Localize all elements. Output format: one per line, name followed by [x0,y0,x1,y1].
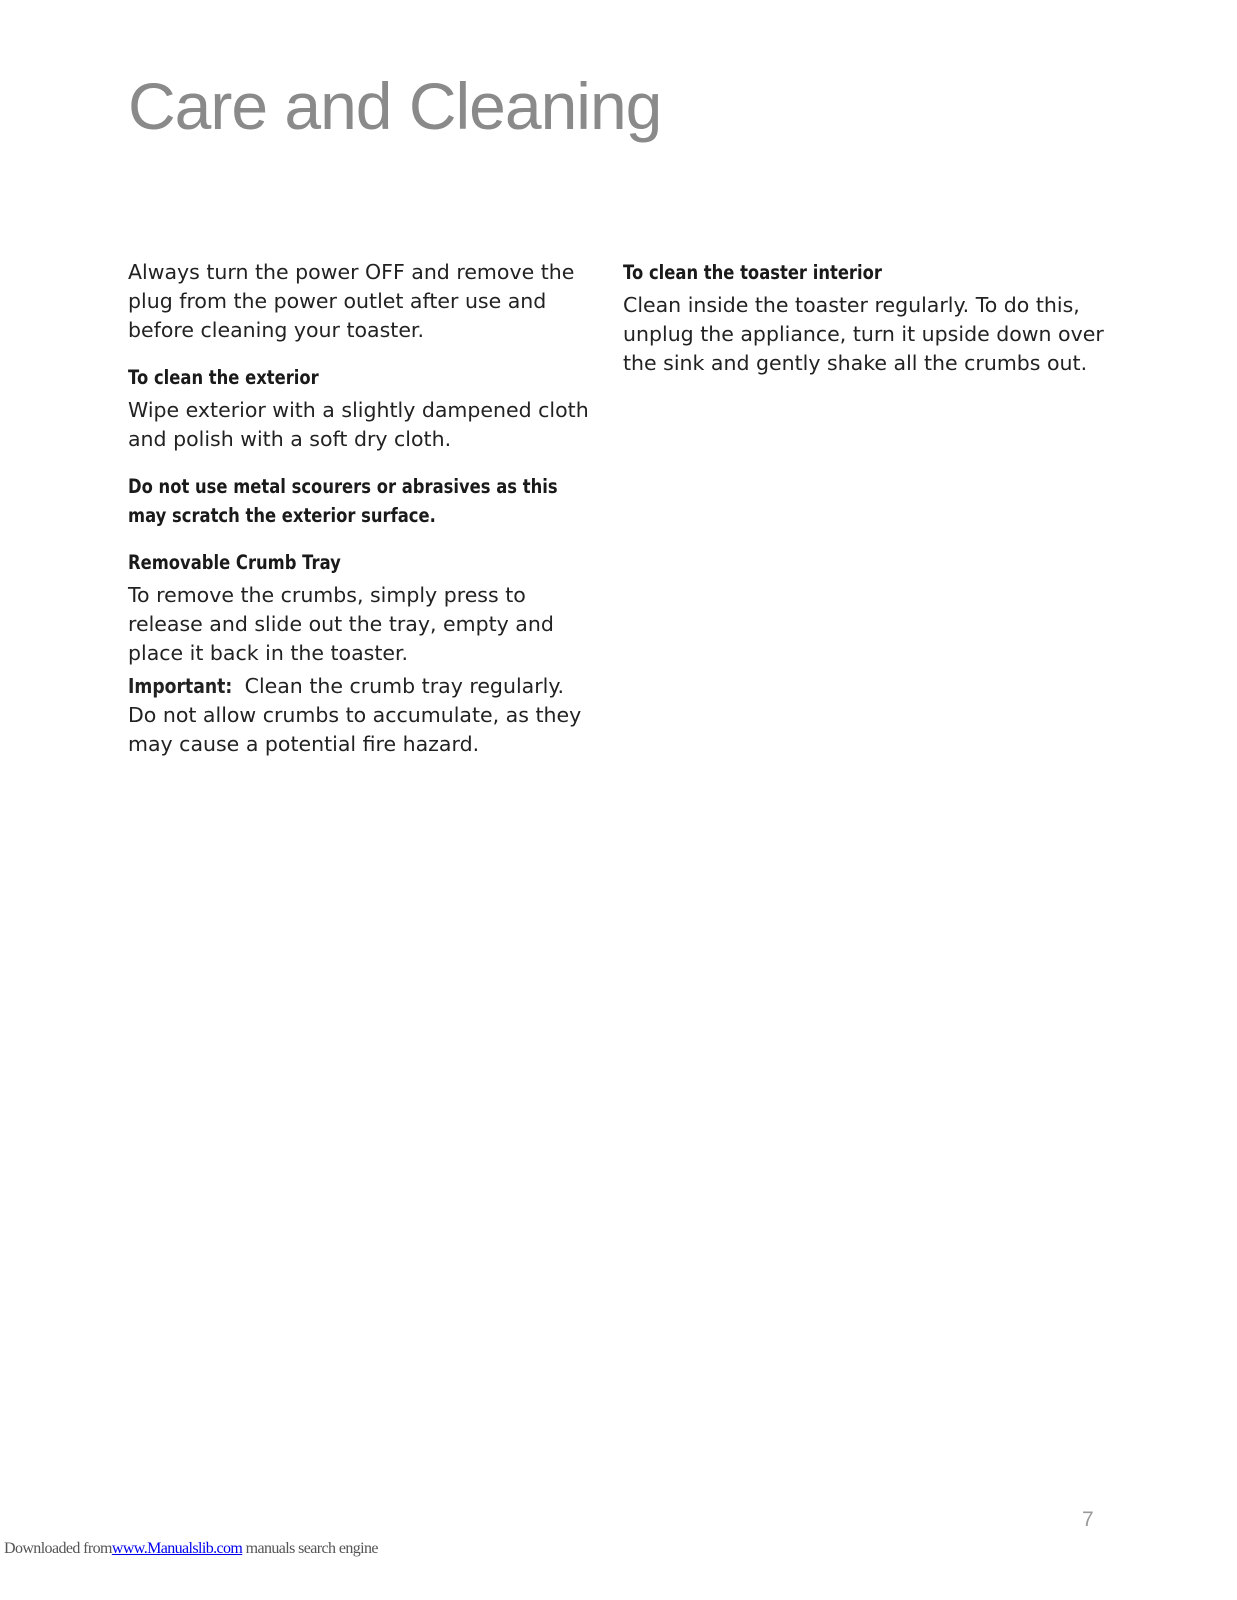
intro-paragraph: Always turn the power OFF and remove the plug from the power outlet after use and before cleaning your toaster. [128,260,575,342]
page-number: 7 [1082,1508,1094,1531]
crumb-tray-heading: Removable Crumb Tray [128,551,341,574]
interior-paragraph: Clean inside the toaster regularly. To do this, unplug the appliance, turn it upside down over the sink and gently shake all the crumbs out. [623,293,1104,375]
important-paragraph [128,672,598,759]
exterior-paragraph: Wipe exterior with a slightly dampened cloth and polish with a soft dry cloth. [128,398,589,451]
download-footer [4,1540,378,1558]
interior-heading: To clean the toaster interior [623,261,882,284]
crumb-tray-paragraph: To remove the crumbs, simply press to release and slide out the tray, empty and place it back in the toaster. [128,583,554,665]
exterior-heading: To clean the exterior [128,366,319,389]
important-label: Important: [128,674,233,698]
footer-suffix: manuals search engine [242,1540,378,1557]
left-column [128,258,598,759]
important-text: Clean the crumb tray regularly. Do not allow crumbs to accumulate, as they may cause a potential fire hazard. [128,674,582,756]
warning-paragraph: Do not use metal scourers or abrasives as this may scratch the exterior surface. [128,475,558,527]
footer-prefix: Downloaded from [4,1540,112,1557]
manualslib-link[interactable]: www.Manualslib.com [111,1540,243,1557]
right-column [623,258,1113,378]
page-title: Care and Cleaning [128,69,662,143]
